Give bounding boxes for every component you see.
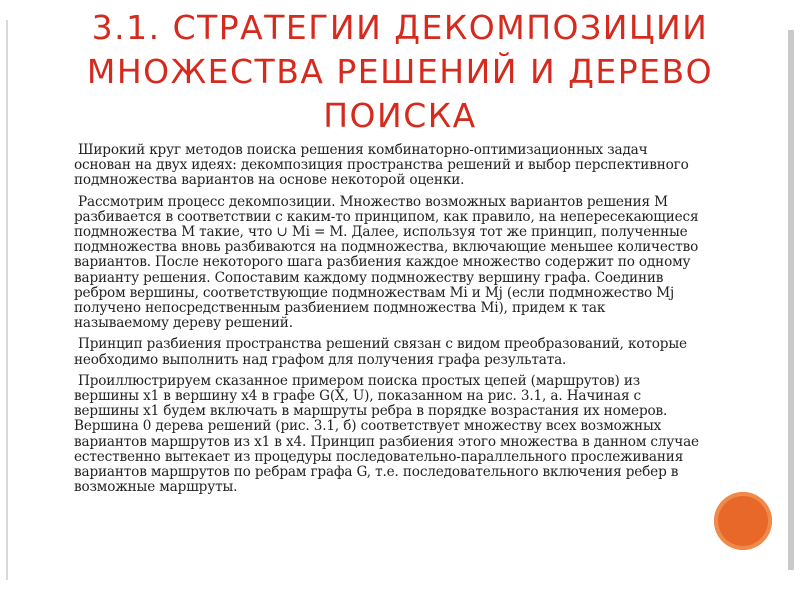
left-border-decoration	[6, 20, 8, 580]
paragraph-2: Рассмотрим процесс декомпозиции. Множество возможных вариантов решения M разбивается в соответствии с каким-то принципом, как правило, на непересекающиеся подмножества M такие, что ∪ Mi = M. Далее, используя тот же принцип, полученные подмножества вновь разбиваются на подмножества, включающие меньшее количество вариантов. После некоторого шага разбиения каждое множество содержит по одному варианту решения. Сопоставим каждому подмножеству вершину графа. Соединив ребром вершины, соответствующие подмножествам Mi и Mj (если подмножество Mj получено непосредственным разбиением подмножества Mi), придем к так называемому дереву решений.	[74, 193, 699, 332]
decorative-circle-icon	[714, 492, 772, 550]
slide-body	[74, 143, 699, 501]
right-border-decoration	[788, 30, 794, 570]
paragraph-3: Принцип разбиения пространства решений связан с видом преобразований, которые необходимо выполнить над графом для получения графа результата.	[74, 336, 687, 368]
paragraph-4: Проиллюстрируем сказанное примером поиска простых цепей (маршрутов) из вершины x1 в вершину x4 в графе G(X, U), показанном на рис. 3.1, а. Начиная с вершины x1 будем включать в маршруты ребра в порядке возрастания их номеров. Вершина 0 дерева решений (рис. 3.1, б) соответствует множеству всех возможных вариантов маршрутов из x1 в x4. Принцип разбиения этого множества в данном случае естественно вытекает из процедуры последовательно-параллельного прослеживания вариантов маршрутов по ребрам графа G, т.е. последовательного включения ребер в возможные маршруты.	[74, 372, 699, 496]
paragraph-1: Широкий круг методов поиска решения комбинаторно-оптимизационных задач основан на двух идеях: декомпозиция пространства решений и выбор перспективного подмножества вариантов на основе некоторой оценки.	[74, 142, 689, 189]
slide-title: 3.1. СТРАТЕГИИ ДЕКОМПОЗИЦИИ МНОЖЕСТВА РЕШЕНИЙ И ДЕРЕВО ПОИСКА	[86, 8, 714, 135]
